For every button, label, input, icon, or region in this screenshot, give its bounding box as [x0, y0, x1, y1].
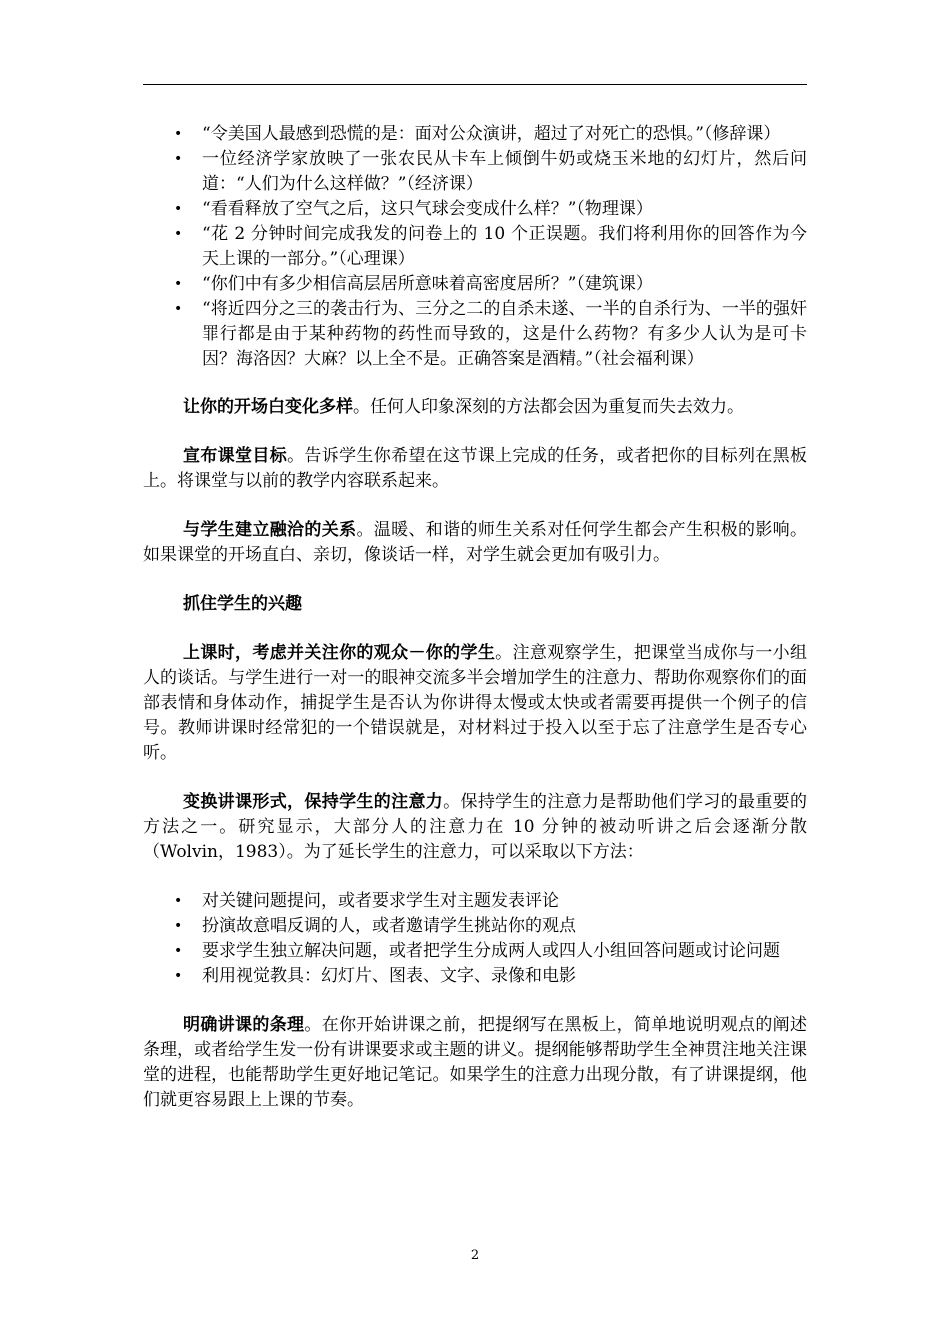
bullet-icon: •: [174, 201, 183, 217]
section-heading: 抓住学生的兴趣: [183, 594, 302, 614]
paragraph-lecture-format: [143, 790, 807, 865]
bullet-icon: •: [174, 301, 183, 317]
bullet-icon: •: [174, 126, 183, 142]
bullet-icon: •: [174, 943, 183, 959]
list-item: • 要求学生独立解决问题，或者把学生分成两人或四人小组回答问题或讨论问题: [143, 939, 807, 964]
paragraph-announce-goals: [143, 444, 807, 494]
list-item: • “将近四分之三的袭击行为、三分之二的自杀未遂、一半的自杀行为、一半的强奸罪行都是由于某种药物的药性而导致的，这是什么药物？有多少人认为是可卡因？海洛因？大麻？以上全不是。正确答案是酒精。”（社会福利课）: [174, 299, 807, 369]
paragraph-lecture-structure: [143, 1013, 807, 1113]
list-item: • “看看释放了空气之后，这只气球会变成什么样？”（物理课）: [143, 197, 807, 222]
list-item: • 一位经济学家放映了一张农民从卡车上倾倒牛奶或烧玉米地的幻灯片，然后问道：“人们为什么这样做？”（经济课）: [174, 149, 807, 194]
bullet-icon: •: [174, 968, 183, 984]
paragraph-body: 。保持学生的注意力是帮助他们学习的最重要的方法之一。研究显示，大部分人的注意力在 10 分钟的被动听讲之后会逐渐分散（Wolvin，1983）。为了延长学生的注意力，可以采取以下方法：: [143, 792, 808, 862]
paragraph-lead: 与学生建立融洽的关系: [183, 520, 357, 540]
bullet-icon: •: [174, 226, 183, 242]
paragraph-lead: 宣布课堂目标: [183, 446, 288, 466]
paragraph-body: 。任何人印象深刻的方法都会因为重复而失去效力。: [353, 397, 744, 417]
paragraph-vary-openings: [143, 395, 807, 420]
methods-list: [143, 889, 807, 989]
bullet-icon: •: [174, 918, 183, 934]
list-item: • “你们中有多少相信高层居所意味着高密度居所？”（建筑课）: [143, 272, 807, 297]
paragraph-body: 。温暖、和谐的师生关系对任何学生都会产生积极的影响。如果课堂的开场直白、亲切，像谈话一样，对学生就会更加有吸引力。: [143, 520, 808, 565]
paragraph-lead: 让你的开场白变化多样: [183, 397, 353, 417]
paragraph-rapport: [143, 518, 807, 568]
quotes-list: [143, 122, 807, 372]
page-number: 2: [470, 1248, 480, 1263]
bullet-icon: •: [174, 276, 183, 292]
header-rule: [143, 84, 807, 85]
bullet-icon: •: [174, 151, 183, 167]
paragraph-audience: [143, 641, 807, 766]
bullet-icon: •: [174, 893, 183, 909]
paragraph-lead: 明确讲课的条理: [183, 1015, 305, 1035]
page-content: [143, 122, 807, 1113]
paragraph-body: 。告诉学生你希望在这节课上完成的任务，或者把你的目标列在黑板上。将课堂与以前的教学内容联系起来。: [143, 446, 808, 491]
paragraph-body: 。注意观察学生，把课堂当成你与一小组人的谈话。与学生进行一对一的眼神交流多半会增加学生的注意力、帮助你观察你们的面部表情和身体动作，捕捉学生是否认为你讲得太慢或太快或者需要再提供一个例子的信号。教师讲课时经常犯的一个错误就是，对材料过于投入以至于忘了注意学生是否专心听。: [143, 643, 807, 763]
list-item: • “花 2 分钟时间完成我发的问卷上的 10 个正误题。我们将利用你的回答作为今天上课的一部分。”（心理课）: [174, 224, 807, 269]
list-item: • 扮演故意唱反调的人，或者邀请学生挑站你的观点: [143, 914, 807, 939]
list-item: • 对关键问题提问，或者要求学生对主题发表评论: [143, 889, 807, 914]
paragraph-lead: 上课时，考虑并关注你的观众－你的学生: [183, 643, 496, 663]
paragraph-lead: 变换讲课形式，保持学生的注意力: [183, 792, 444, 812]
list-item: • 利用视觉教具：幻灯片、图表、文字、录像和电影: [143, 964, 807, 989]
list-item: • “令美国人最感到恐慌的是：面对公众演讲，超过了对死亡的恐惧。”（修辞课）: [143, 122, 807, 147]
paragraph-body: 。在你开始讲课之前，把提纲写在黑板上，简单地说明观点的阐述条理，或者给学生发一份有讲课要求或主题的讲义。提纲能够帮助学生全神贯注地关注课堂的进程，也能帮助学生更好地记笔记。如果学生的注意力出现分散，有了讲课提纲，他们就更容易跟上上课的节奏。: [143, 1015, 808, 1110]
